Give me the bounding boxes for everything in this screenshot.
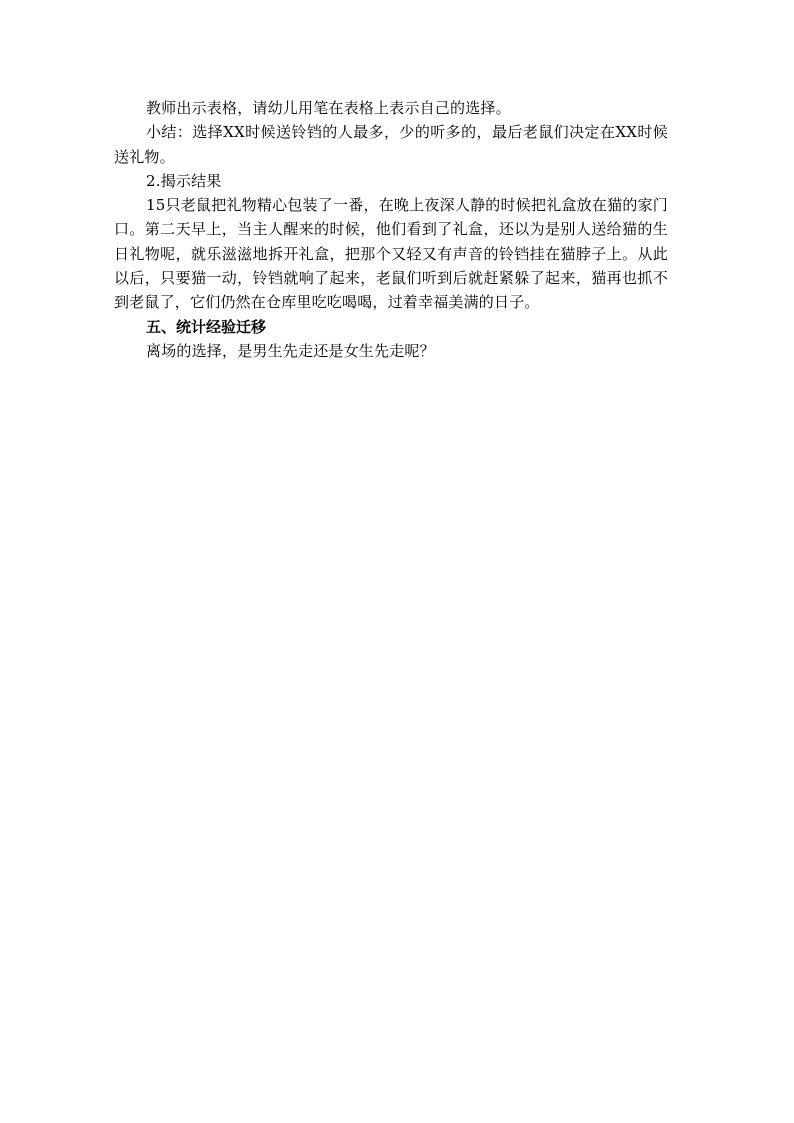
paragraph-story-result: 15只老鼠把礼物精心包装了一番，在晚上夜深人静的时候把礼盒放在猫的家门口。第二天早上，当主人醒来的时候，他们看到了礼盒，还以为是别人送给猫的生日礼物呢，就乐滋滋地拆开礼盒，把那个又轻又有声音的铃铛挂在猫脖子上。从此以后，只要猫一动，铃铛就响了起来，老鼠们听到后就赶紧躲了起来，猫再也抓不到老鼠了，它们仍然在仓库里吃吃喝喝，过着幸福美满的日子。	[114, 196, 668, 312]
paragraph-teacher-table: 教师出示表格，请幼儿用笔在表格上表示自己的选择。	[146, 99, 511, 117]
paragraph-leaving-choice: 离场的选择，是男生先走还是女生先走呢？	[146, 341, 435, 360]
subheading-reveal-result: 2.揭示结果	[146, 171, 222, 190]
paragraph-summary: 小结：选择XX时候送铃铛的人最多，少的听多的，最后老鼠们决定在XX时候送礼物。	[114, 123, 668, 166]
section-heading-statistics-transfer: 五、统计经验迁移	[146, 317, 267, 336]
document-body	[114, 96, 668, 363]
